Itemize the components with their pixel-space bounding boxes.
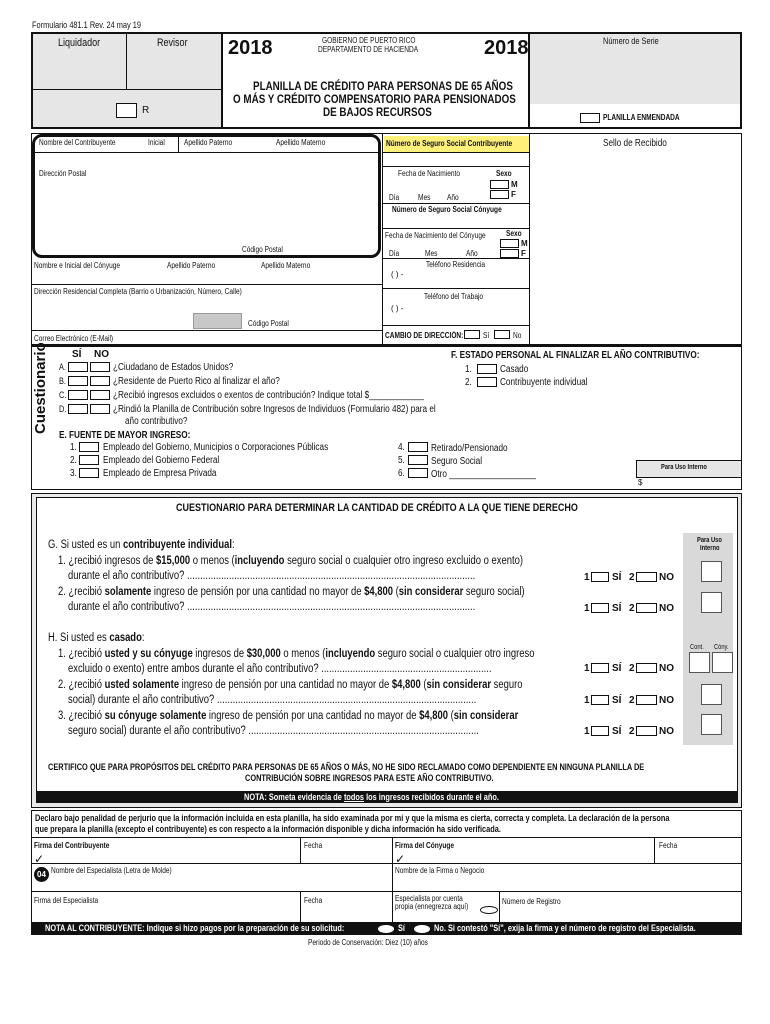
r-label: R — [142, 105, 150, 116]
credit-internal-label: Para Uso — [697, 537, 722, 544]
q-c-yes[interactable] — [68, 390, 88, 400]
h-cont-label: Cont. — [690, 644, 704, 651]
h1-internal-cony — [712, 652, 733, 673]
q-e1-num: 1. — [70, 442, 77, 453]
sig-taxpayer-check: ✓ — [34, 852, 45, 866]
g1-one: 1 — [584, 572, 590, 583]
q-e5-checkbox[interactable] — [408, 455, 428, 465]
spouse-last1-label: Apellido Paterno — [167, 261, 216, 270]
h3-yes[interactable] — [591, 726, 609, 736]
spouse-birth-month: Mes — [425, 249, 438, 258]
work-phone-format: ( ) - — [391, 304, 404, 313]
self-employed-label: Especialista por cuenta — [395, 894, 463, 903]
q-e4-text: Retirado/Pensionado — [431, 443, 508, 454]
h2-si: SÍ — [612, 695, 622, 706]
sex-f-checkbox[interactable] — [490, 190, 509, 199]
r-checkbox[interactable] — [116, 103, 137, 118]
h2-no-label: NO — [659, 695, 674, 706]
title-line2: O MÁS Y CRÉDITO COMPENSATORIO PARA PENSIONADOS — [233, 92, 516, 106]
h-cony-label: Cóny. — [714, 644, 729, 651]
postal-address-label: Dirección Postal — [39, 169, 87, 178]
addr-change-no: No — [513, 331, 522, 340]
g2-no-label: NO — [659, 603, 674, 614]
q-a-text: ¿Ciudadano de Estados Unidos? — [113, 362, 234, 373]
self-employed-label2: propia (ennegrezca aquí) — [395, 902, 469, 911]
h3-line1: 3. ¿recibió su cónyuge solamente ingreso de pensión por una cantidad no mayor de $4,800 (sin considerar — [58, 710, 519, 722]
g2-si: SÍ — [612, 603, 622, 614]
specialist-badge: 04 — [34, 867, 49, 882]
g2-two: 2 — [629, 603, 635, 614]
q-e5-num: 5. — [398, 455, 405, 466]
q-f1-text: Casado — [500, 364, 529, 375]
g1-internal-box — [701, 561, 722, 582]
spouse-sex-label: Sexo — [506, 229, 522, 238]
taxpayer-note-text: NOTA AL CONTRIBUYENTE: Indique si hizo pagos por la preparación de su solicitud: — [45, 923, 345, 933]
g2-line2: durante el año contributivo? .............................................................................................................. — [68, 601, 476, 613]
h1-yes[interactable] — [591, 663, 609, 673]
q-b-no[interactable] — [90, 376, 110, 386]
spouse-ssn-label: Número de Seguro Social Cónyuge — [392, 205, 502, 214]
spouse-birth-day: Día — [389, 249, 400, 258]
last-name1-label: Apellido Paterno — [184, 138, 233, 147]
h3-one: 1 — [584, 726, 590, 737]
paid-no-oval[interactable] — [414, 925, 430, 933]
g2-internal-box — [701, 592, 722, 613]
specialist-date: Fecha — [304, 896, 323, 905]
last-name2-label: Apellido Materno — [276, 138, 326, 147]
g1-line1: 1. ¿recibió ingresos de $15,000 o menos (incluyendo seguro social o cualquier otro ingreso excluido o exento) — [58, 555, 523, 567]
title-line3: DE BAJOS RECURSOS — [323, 105, 432, 119]
initial-label: Inicial — [148, 138, 165, 147]
q-f-heading: F. ESTADO PERSONAL AL FINALIZAR EL AÑO CONTRIBUTIVO: — [451, 350, 700, 361]
gov-line2: DEPARTAMENTO DE HACIENDA — [318, 45, 419, 54]
questionnaire-side-label: Cuestionario — [32, 342, 49, 434]
spouse-sex-m-checkbox[interactable] — [500, 239, 519, 248]
q-f1-checkbox[interactable] — [477, 364, 497, 374]
h2-line2: social) durante el año contributivo? ................................................................................................... — [68, 694, 477, 706]
q-d-no[interactable] — [90, 404, 110, 414]
amended-checkbox[interactable] — [580, 113, 600, 123]
q-e2-text: Empleado del Gobierno Federal — [103, 455, 220, 466]
q-b-yes[interactable] — [68, 376, 88, 386]
h1-two: 2 — [629, 663, 635, 674]
g2-yes[interactable] — [591, 603, 609, 613]
q-e4-num: 4. — [398, 442, 405, 453]
zip-shade — [193, 313, 242, 329]
birth-year: Año — [447, 193, 459, 202]
h3-line2: seguro social) durante el año contributivo? ........................................................................................ — [68, 725, 479, 737]
h3-internal-box — [701, 714, 722, 735]
g1-two: 2 — [629, 572, 635, 583]
h3-si: SÍ — [612, 726, 622, 737]
birth-month: Mes — [418, 193, 431, 202]
q-a-letter: A. — [59, 362, 66, 372]
specialist-signature-label: Firma del Especialista — [34, 896, 99, 905]
h2-no[interactable] — [636, 695, 657, 705]
g1-no-label: NO — [659, 572, 674, 583]
res-phone-label: Teléfono Residencia — [426, 260, 486, 269]
sex-m-checkbox[interactable] — [490, 180, 509, 189]
spouse-last2-label: Apellido Materno — [261, 261, 311, 270]
q-d-yes[interactable] — [68, 404, 88, 414]
credit-internal-label2: Interno — [700, 545, 720, 552]
birth-day: Día — [389, 193, 400, 202]
spouse-birth-year: Año — [466, 249, 478, 258]
credit-title: CUESTIONARIO PARA DETERMINAR LA CANTIDAD DE CRÉDITO A LA QUE TIENE DERECHO — [176, 502, 578, 514]
work-phone-label: Teléfono del Trabajo — [424, 292, 484, 301]
q-e6-num: 6. — [398, 468, 405, 479]
q-c-letter: C. — [59, 390, 67, 400]
form-id: Formulario 481.1 Rev. 24 may 19 — [32, 20, 141, 30]
q-si-header: SÍ — [72, 349, 82, 360]
q-e2-num: 2. — [70, 455, 77, 466]
paid-yes-oval[interactable] — [378, 925, 394, 933]
res-address-label: Dirección Residencial Completa (Barrio o Urbanización, Número, Calle) — [34, 287, 242, 296]
q-no-header: NO — [94, 349, 109, 360]
q-f2-num: 2. — [465, 377, 472, 388]
q-d-text: ¿Rindió la Planilla de Contribución sobre Ingresos de Individuos (Formulario 482) para el — [113, 404, 436, 415]
self-employed-oval[interactable] — [480, 906, 498, 914]
q-e3-checkbox[interactable] — [79, 468, 99, 478]
taxpayer-name-label: Nombre del Contribuyente — [39, 138, 116, 147]
q-c-text: ¿Recibió ingresos excluidos o exentos de contribución? Indique total $____________ — [113, 390, 424, 401]
zip-label: Código Postal — [242, 245, 283, 254]
zip2-label: Código Postal — [248, 319, 289, 328]
q-f2-checkbox[interactable] — [477, 377, 497, 387]
firm-label: Nombre de la Firma o Negocio — [395, 866, 485, 875]
sig-spouse-label: Firma del Cónyuge — [395, 841, 455, 850]
h2-one: 1 — [584, 695, 590, 706]
g1-si: SÍ — [612, 572, 622, 583]
sex-label: Sexo — [496, 169, 512, 178]
email-label: Correo Electrónico (E-Mail) — [34, 334, 114, 343]
g1-yes[interactable] — [591, 572, 609, 582]
year-right: 2018 — [484, 37, 529, 59]
g-heading: G. Si usted es un contribuyente individual: — [48, 539, 235, 551]
evidence-note: NOTA: Someta evidencia de todos los ingresos recibidos durante el año. — [244, 792, 499, 802]
q-e3-text: Empleado de Empresa Privada — [103, 468, 217, 479]
h3-two: 2 — [629, 726, 635, 737]
spouse-sex-m-label: M — [521, 239, 528, 248]
paid-no-text: No. Si contestó "Sí", exija la firma y el número de registro del Especialista. — [434, 923, 696, 933]
q-e4-checkbox[interactable] — [408, 442, 428, 452]
q-e-heading: E. FUENTE DE MAYOR INGRESO: — [59, 430, 191, 441]
g2-no[interactable] — [636, 603, 657, 613]
g2-one: 1 — [584, 603, 590, 614]
paid-yes-label: Sí — [398, 923, 405, 933]
spouse-name-label: Nombre e Inicial del Cónyuge — [34, 261, 121, 270]
sex-f-label: F — [511, 190, 516, 199]
res-phone-format: ( ) - — [391, 270, 404, 279]
title-line1: PLANILLA DE CRÉDITO PARA PERSONAS DE 65 AÑOS — [253, 79, 513, 93]
spouse-sex-f-label: F — [521, 249, 526, 258]
sig-spouse-date: Fecha — [659, 841, 678, 850]
q-e6-checkbox[interactable] — [408, 468, 428, 478]
q-e1-text: Empleado del Gobierno, Municipios o Corporaciones Públicas — [103, 442, 329, 453]
sig-spouse-check: ✓ — [395, 852, 406, 866]
h1-internal-cont — [689, 652, 710, 673]
h3-no[interactable] — [636, 726, 657, 736]
h2-yes[interactable] — [591, 695, 609, 705]
h2-internal-box — [701, 684, 722, 705]
q-b-text: ¿Residente de Puerto Rico al finalizar el año? — [113, 376, 280, 387]
g2-line1: 2. ¿recibió solamente ingreso de pensión por una cantidad no mayor de $4,800 (sin considerar seguro social) — [58, 586, 525, 598]
declaration-line1: Declaro bajo penalidad de perjurio que la información incluida en esta planilla, ha sido examinada por mí y que la misma es cierta, correcta y completa. La declaración de la persona — [35, 813, 670, 823]
q-e5-text: Seguro Social — [431, 456, 483, 467]
retention-period: Periodo de Conservación: Diez (10) años — [308, 938, 428, 947]
h-heading: H. Si usted es casado: — [48, 632, 145, 644]
q-e6-text: Otro ___________________ — [431, 469, 536, 480]
g1-line2: durante el año contributivo? .............................................................................................................. — [68, 570, 476, 582]
spouse-birth-label: Fecha de Nacimiento del Cónyuge — [385, 231, 486, 240]
certify-line1: CERTIFICO QUE PARA PROPÓSITOS DEL CRÉDITO PARA PERSONAS DE 65 AÑOS O MÁS, NO HE SIDO RECLAMADO COMO DEPENDIENTE EN NINGUNA PLANILLA DE — [48, 762, 645, 772]
serial-label: Número de Serie — [603, 36, 659, 46]
h1-no[interactable] — [636, 663, 657, 673]
gov-line1: GOBIERNO DE PUERTO RICO — [322, 36, 416, 45]
sig-taxpayer-label: Firma del Contribuyente — [34, 841, 110, 850]
q-b-letter: B. — [59, 376, 66, 386]
h1-no-label: NO — [659, 663, 674, 674]
addr-change-no-checkbox[interactable] — [494, 330, 510, 339]
spouse-sex-f-checkbox[interactable] — [500, 249, 519, 258]
year-left: 2018 — [228, 37, 273, 59]
q-f1-num: 1. — [465, 364, 472, 375]
registration-label: Número de Registro — [502, 897, 561, 906]
certify-line2: CONTRIBUCIÓN SOBRE INGRESOS PARA ESTE AÑO CONTRIBUTIVO. — [245, 773, 494, 783]
q-a-no[interactable] — [90, 362, 110, 372]
revisor-label: Revisor — [157, 37, 188, 49]
ssn-label: Número de Seguro Social Contribuyente — [386, 139, 513, 148]
q-e3-num: 3. — [70, 468, 77, 479]
q-e2-checkbox[interactable] — [79, 455, 99, 465]
addr-change-label: CAMBIO DE DIRECCIÓN: — [385, 331, 464, 340]
h1-si: SÍ — [612, 663, 622, 674]
h2-line1: 2. ¿recibió usted solamente ingreso de pensión por una cantidad no mayor de $4,800 (sin considerar seguro — [58, 679, 523, 691]
g1-no[interactable] — [636, 572, 657, 582]
declaration-line2: que prepara la planilla (excepto el contribuyente) es con respecto a la información disponible y dicha información ha sido verificada. — [35, 824, 501, 834]
h1-line1: 1. ¿recibió usted y su cónyuge ingresos de $30,000 o menos (incluyendo seguro social o cualquier otro ingreso — [58, 648, 535, 660]
q-d-text2: año contributivo? — [125, 416, 188, 427]
q-a-yes[interactable] — [68, 362, 88, 372]
stamp-label: Sello de Recibido — [603, 138, 667, 149]
internal-use-dollar: $ — [638, 478, 643, 487]
h1-one: 1 — [584, 663, 590, 674]
h3-no-label: NO — [659, 726, 674, 737]
specialist-name-label: Nombre del Especialista (Letra de Molde) — [51, 866, 172, 875]
h2-two: 2 — [629, 695, 635, 706]
liquidador-label: Liquidador — [58, 37, 101, 49]
q-c-no[interactable] — [90, 390, 110, 400]
q-e1-checkbox[interactable] — [79, 442, 99, 452]
q-d-letter: D. — [59, 404, 67, 414]
addr-change-yes-checkbox[interactable] — [464, 330, 480, 339]
sex-m-label: M — [511, 180, 518, 189]
birth-label: Fecha de Nacimiento — [398, 169, 460, 178]
addr-change-yes: Sí — [483, 331, 490, 340]
amended-label: PLANILLA ENMENDADA — [603, 113, 680, 122]
h1-line2: excluido o exento) entre ambos durante el año contributivo? ................................................................. — [68, 663, 492, 675]
internal-use-label: Para Uso Interno — [661, 464, 707, 471]
sig-taxpayer-date: Fecha — [304, 841, 323, 850]
q-f2-text: Contribuyente individual — [500, 377, 588, 388]
